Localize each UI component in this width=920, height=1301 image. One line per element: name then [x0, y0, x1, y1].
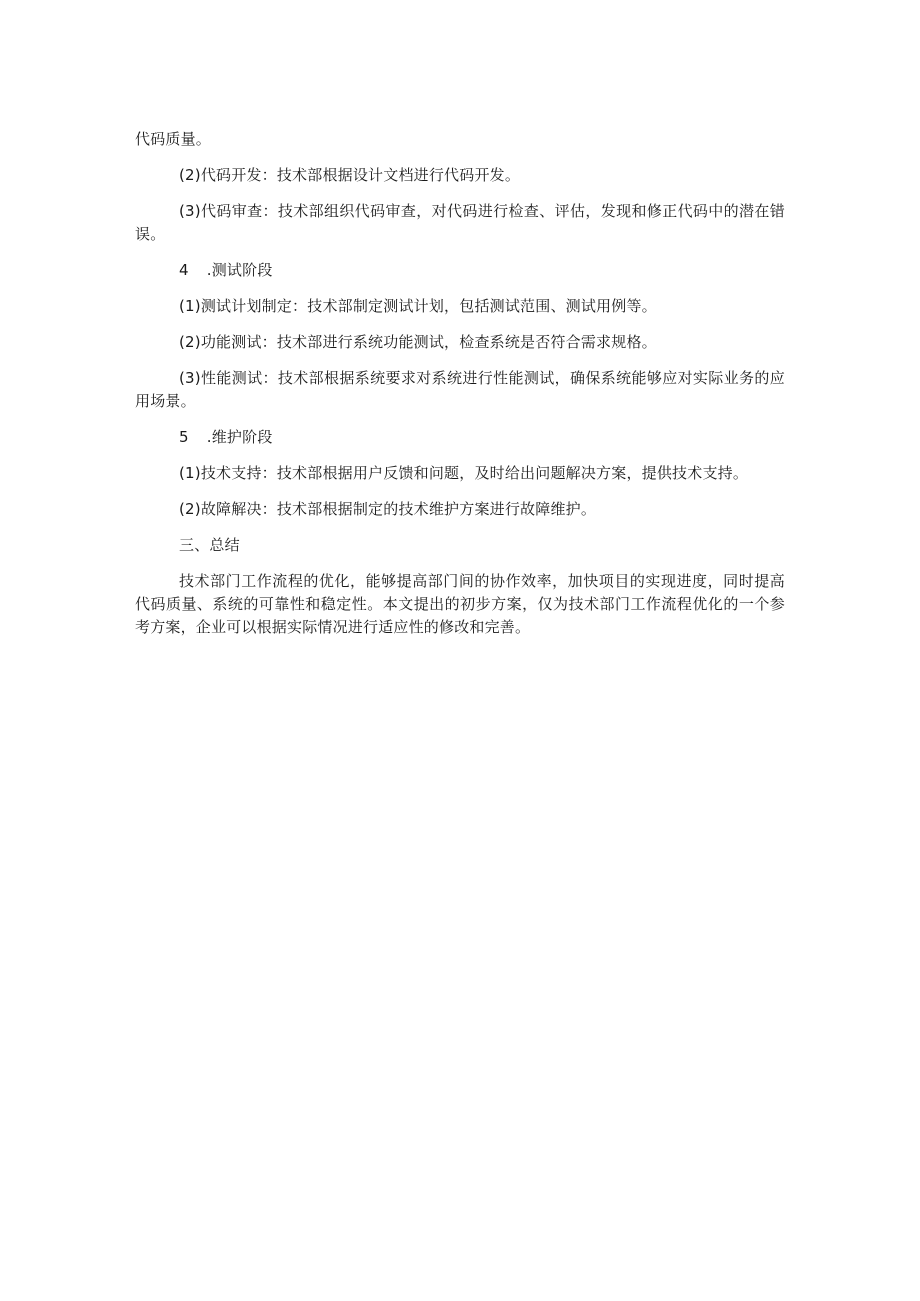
paragraph-performance-test: (3)性能测试：技术部根据系统要求对系统进行性能测试，确保系统能够应对实际业务的应用场景。 [135, 369, 785, 410]
document-body [135, 128, 785, 652]
paragraph-code-development: (2)代码开发：技术部根据设计文档进行代码开发。 [179, 166, 521, 184]
paragraph-functional-test: (2)功能测试：技术部进行系统功能测试，检查系统是否符合需求规格。 [179, 333, 657, 351]
section-title: .维护阶段 [206, 428, 273, 446]
section-heading-summary: 三、总结 [179, 536, 240, 554]
paragraph-continuation: 代码质量。 [135, 130, 212, 148]
section-title: .测试阶段 [206, 261, 273, 279]
section-number: 4 [179, 261, 189, 279]
paragraph-fault-resolution: (2)故障解决：技术部根据制定的技术维护方案进行故障维护。 [179, 500, 597, 518]
paragraph-summary: 技术部门工作流程的优化，能够提高部门间的协作效率，加快项目的实现进度，同时提高代码质量、系统的可靠性和稳定性。本文提出的初步方案，仅为技术部门工作流程优化的一个参考方案，企业可以根据实际情况进行适应性的修改和完善。 [135, 572, 785, 636]
paragraph-tech-support: (1)技术支持：技术部根据用户反馈和问题，及时给出问题解决方案，提供技术支持。 [179, 464, 749, 482]
section-number: 5 [179, 428, 189, 446]
paragraph-code-review: (3)代码审查：技术部组织代码审查，对代码进行检查、评估，发现和修正代码中的潜在错误。 [135, 202, 785, 243]
section-heading-maintenance [135, 426, 785, 449]
section-heading-testing [135, 259, 785, 282]
paragraph-test-plan: (1)测试计划制定：技术部制定测试计划，包括测试范围、测试用例等。 [179, 297, 657, 315]
